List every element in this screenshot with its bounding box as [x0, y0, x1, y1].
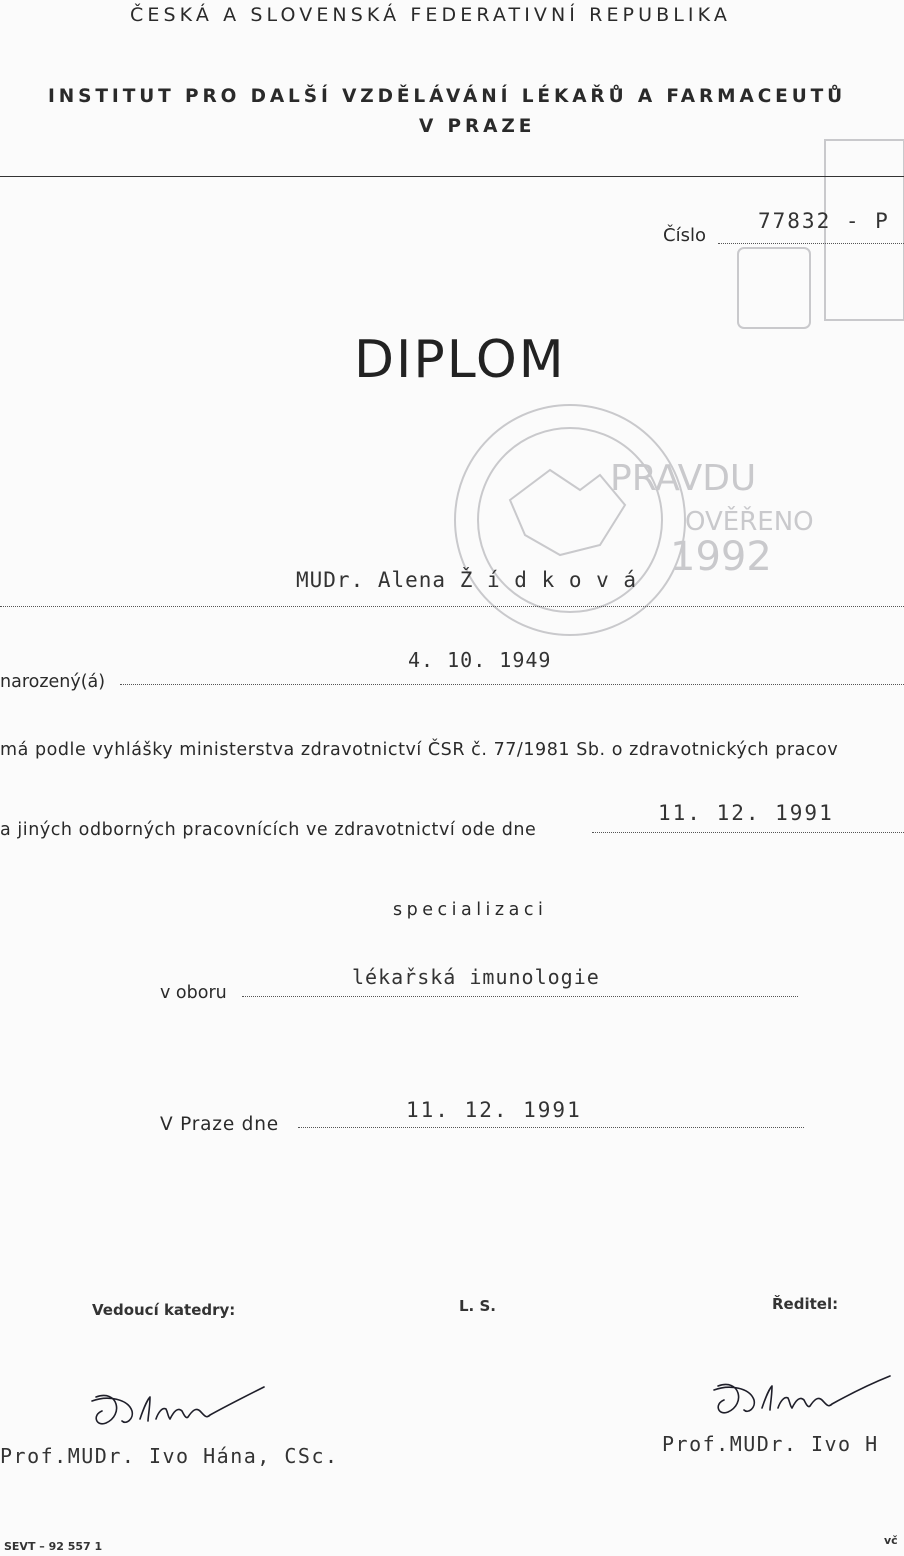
left-signature [88, 1385, 268, 1435]
country-heading: ČESKÁ A SLOVENSKÁ FEDERATIVNÍ REPUBLIKA [130, 4, 731, 26]
field-dotted-line [242, 996, 798, 997]
holder-name-dotted-line [0, 606, 904, 607]
place-date-label: V Praze dne [160, 1114, 279, 1135]
header-divider [0, 176, 904, 177]
issue-date: 11. 12. 1991 [406, 1098, 582, 1122]
body-text-line2: a jiných odborných pracovnících ve zdravotnictví ode dne [0, 820, 537, 840]
diploma-title: DIPLOM [354, 330, 566, 390]
since-date: 11. 12. 1991 [658, 801, 834, 825]
corner-mark: vč [884, 1534, 898, 1547]
body-text-line1: má podle vyhlášky ministerstva zdravotnictví ČSR č. 77/1981 Sb. o zdravotnických pracov [0, 740, 839, 760]
place-date-dotted-line [298, 1127, 804, 1128]
right-signature [708, 1372, 894, 1422]
certificate-number: 77832 - P [758, 209, 890, 233]
holder-name: MUDr. Alena Ž í d k o v á [296, 568, 638, 592]
form-code: SEVT – 92 557 1 [4, 1540, 103, 1553]
field-value: lékařská imunologie [352, 965, 600, 989]
number-label: Číslo [663, 225, 706, 246]
specialization-heading: specializaci [393, 900, 548, 920]
director-name: Prof.MUDr. Ivo H [662, 1432, 879, 1456]
institute-heading: INSTITUT PRO DALŠÍ VZDĚLÁVÁNÍ LÉKAŘŮ A FARMACEUTŮ [48, 86, 847, 107]
department-head-name: Prof.MUDr. Ivo Hána, CSc. [0, 1444, 339, 1468]
institute-city: V PRAZE [419, 116, 536, 137]
director-title: Ředitel: [772, 1295, 839, 1313]
field-label: v oboru [160, 983, 227, 1003]
number-dotted-line [718, 243, 904, 244]
birth-label: narozený(á) [0, 672, 106, 692]
birth-date: 4. 10. 1949 [408, 648, 552, 672]
stamp-year: 1992 [670, 534, 772, 580]
birth-dotted-line [120, 684, 904, 685]
department-head-title: Vedoucí katedry: [92, 1301, 236, 1319]
stamp-text-top: PRAVDU [610, 458, 757, 499]
since-date-dotted-line [592, 832, 904, 833]
seal-label: L. S. [459, 1297, 496, 1315]
stamp-text-mid: OVĚŘENO [685, 507, 814, 537]
